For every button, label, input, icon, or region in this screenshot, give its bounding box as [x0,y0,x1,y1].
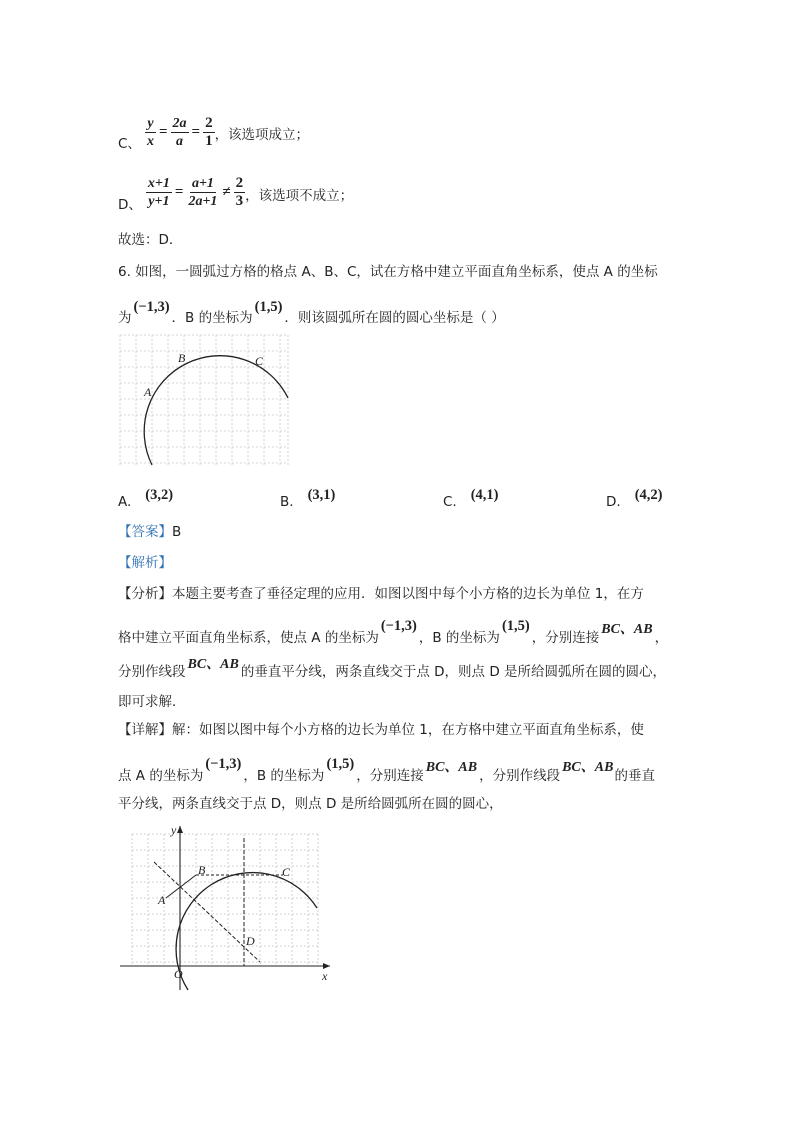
question-figure [112,328,292,470]
conclusion-text: 故选：D． [118,232,183,248]
fenxi-line2: 格中建立平面直角坐标系，使点 A 的坐标为 (−1,3) ，B 的坐标为 (1,5) ，分别连接 BC、AB ， [118,617,669,646]
xiangjie-line2: 点 A 的坐标为 (−1,3) ，B 的坐标为 (1,5) ，分别连接 BC、AB ，分别作线段 BC、AB 的垂直 [118,755,655,784]
label-a: A [144,385,152,399]
label-a-2: A [158,893,166,907]
option-d-conclusion: ，该选项不成立； [245,188,354,204]
option-c-conclusion: ，该选项成立； [214,127,310,143]
label-y: y [171,823,177,837]
choice-a[interactable]: A. (3,2) [118,486,174,510]
coord-b: (1,5) [254,298,283,315]
fraction-y-over-x: $\frac{y}{x}$ [146,115,154,149]
solution-figure [118,818,338,993]
option-d: D、 $\frac{x+1}{y+1}$ = $\frac{a+1}{2a+1}$ ≠ $\frac{2}{3}$ ，该选项不成立； [118,174,354,213]
fraction-a1-over-2a1: $\frac{a+1}{2a+1}$ [188,175,218,209]
fraction-2-over-3: $\frac{2}{3}$ [235,174,244,209]
label-c-2: C [282,865,291,879]
fenxi-line4: 即可求解． [118,694,186,710]
answer [118,520,181,540]
question-6-line1: 6. 如图，一圆弧过方格的格点 A、B、C，试在方格中建立平面直角坐标系，使点 A 的坐标 [118,264,658,280]
fraction-x1-over-y1: $\frac{x+1}{y+1}$ [147,175,170,209]
fenxi-line3: 分别作线段 BC、AB 的垂直平分线，两条直线交于点 D，则点 D 是所给圆弧所在圆的圆心， [118,657,667,680]
choice-b[interactable]: B. (3,1) [280,486,336,510]
coord-a: (−1,3) [133,298,170,315]
option-d-label: D、 [118,197,142,213]
answer-value: B [172,524,182,540]
label-o: O [174,967,183,981]
arc-2 [176,873,317,990]
segment-ab [166,875,196,898]
fenxi-line1: 【分析】本题主要考查了垂径定理的应用．如图以图中每个小方格的边长为单位 1，在方 [118,586,644,602]
option-c: C、 $\frac{y}{x}$ = $\frac{2a}{a}$ = $\frac{2}{1}$ ，该选项成立； [118,114,310,152]
answer-tag: 【答案】 [118,524,172,540]
label-x: x [322,969,328,983]
fraction-2a-over-a: $\frac{2a}{a}$ [172,115,187,149]
choice-c[interactable]: C. (4,1) [443,486,499,510]
question-6-line2: 为 (−1,3) ．B 的坐标为 (1,5) ．则该圆弧所在圆的圆心坐标是（ ） [118,298,505,326]
xiangjie-line3: 平分线，两条直线交于点 D，则点 D 是所给圆弧所在圆的圆心， [118,796,503,812]
label-d: D [246,934,255,948]
fraction-2-over-1: $\frac{2}{1}$ [205,114,213,149]
analysis-tag: 【解析】 [118,555,172,571]
option-c-label: C、 [118,136,141,152]
label-b: B [178,351,186,365]
xiangjie-line1: 【详解】解：如图以图中每个小方格的边长为单位 1，在方格中建立平面直角坐标系，使 [118,722,644,738]
label-b-2: B [198,863,206,877]
choice-d[interactable]: D. (4,2) [606,486,663,510]
label-c: C [255,354,264,368]
y-axis-arrow-icon [177,826,183,833]
